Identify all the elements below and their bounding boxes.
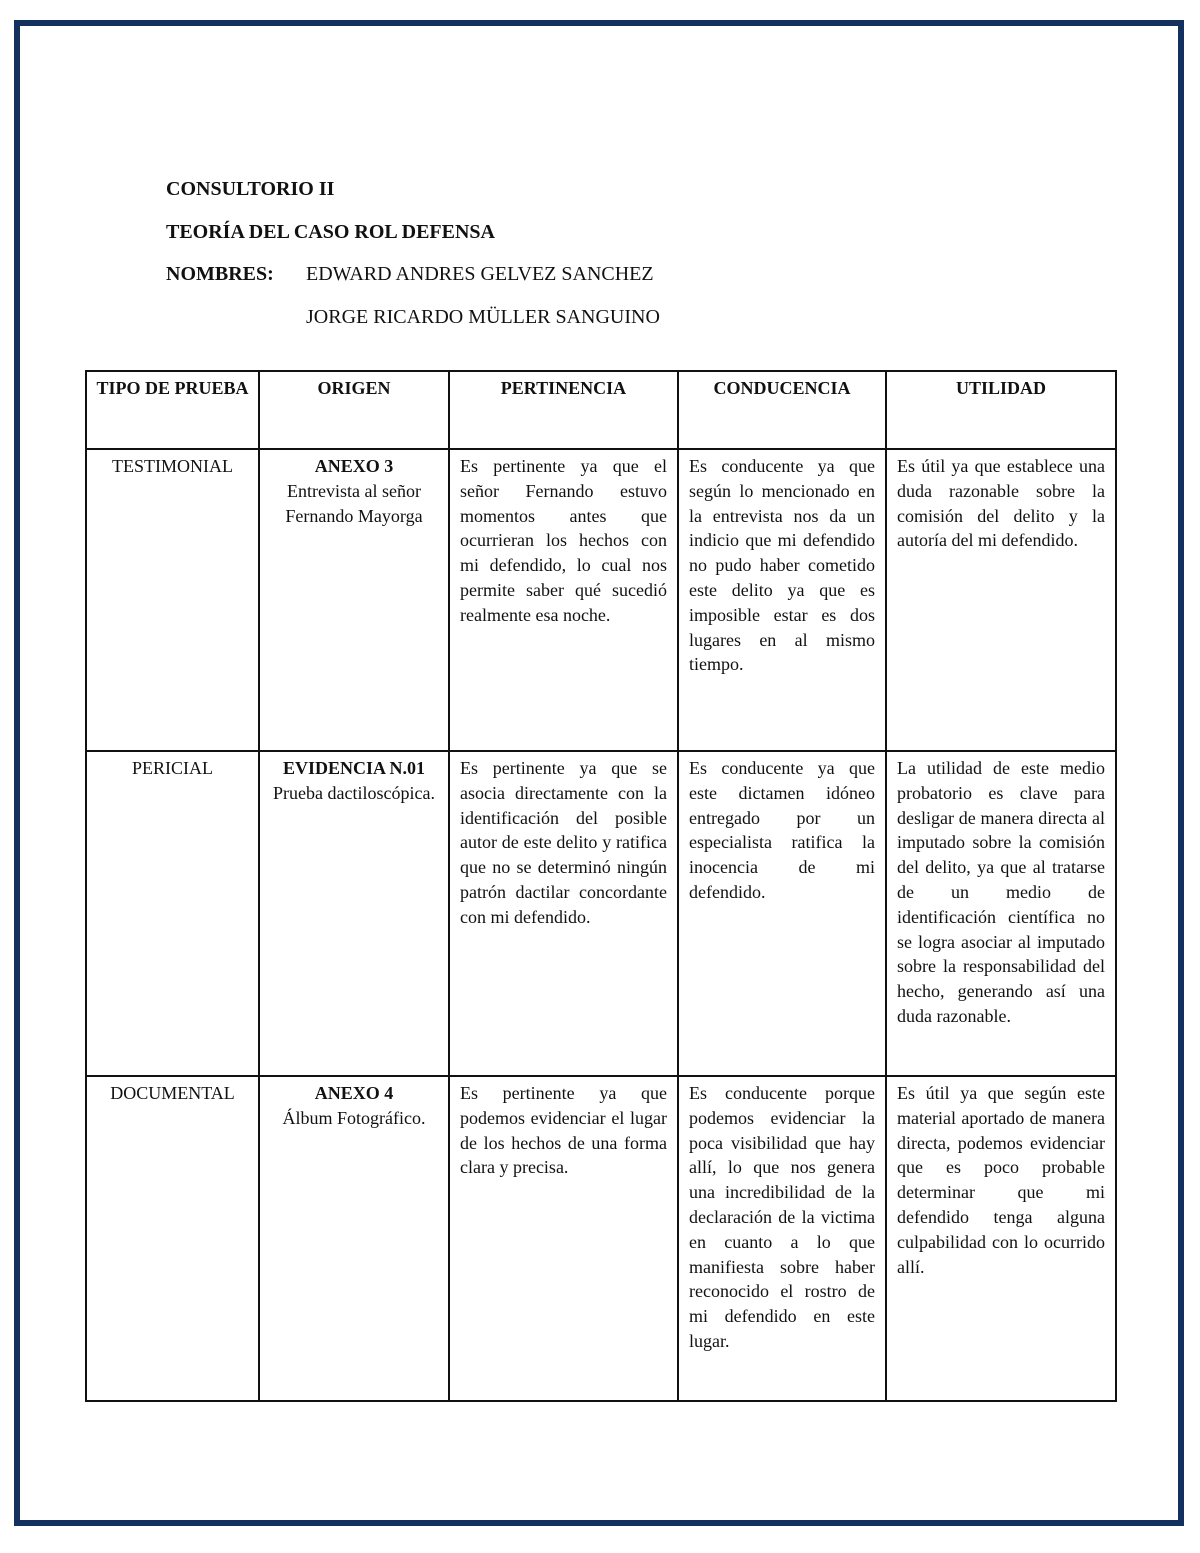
origen-cell	[259, 449, 449, 751]
table-row	[86, 1076, 1116, 1401]
origen-code: ANEXO 4	[314, 1083, 394, 1103]
document-header	[166, 174, 660, 344]
conducencia-cell: Es conducente ya que este dictamen idóneo entregado por un especialista ratifica la inocencia de mi defendido.	[678, 751, 886, 1076]
names-label: NOMBRES:	[166, 263, 274, 285]
origen-cell	[259, 1076, 449, 1401]
evidence-table	[85, 370, 1117, 1402]
pertinencia-cell: Es pertinente ya que se asocia directamente con la identificación del posible autor de este delito y ratifica que no se determinó ningún patrón dactilar concordante con mi defendido.	[449, 751, 678, 1076]
course-title: CONSULTORIO II	[166, 178, 335, 200]
pertinencia-cell: Es pertinente ya que el señor Fernando estuvo momentos antes que ocurrieran los hechos con mi defendido, lo cual nos permite saber qué sucedió realmente esa noche.	[449, 449, 678, 751]
origen-code: ANEXO 3	[314, 456, 394, 476]
tipo-cell: TESTIMONIAL	[86, 449, 259, 751]
column-header-origen: ORIGEN	[259, 371, 449, 449]
column-header-conducencia: CONDUCENCIA	[678, 371, 886, 449]
pertinencia-cell: Es pertinente ya que podemos evidenciar el lugar de los hechos de una forma clara y precisa.	[449, 1076, 678, 1401]
student-name-2: JORGE RICARDO MÜLLER SANGUINO	[306, 305, 660, 328]
utilidad-cell: La utilidad de este medio probatorio es clave para desligar de manera directa al imputado sobre la comisión del delito, ya que al tratarse de un medio de identificación científica no se logra asociar al imputado sobre la responsabilidad del hecho, generando así una duda razonable.	[886, 751, 1116, 1076]
document-title: TEORÍA DEL CASO ROL DEFENSA	[166, 220, 495, 243]
conducencia-cell: Es conducente ya que según lo mencionado en la entrevista nos da un indicio que mi defendido no pudo haber cometido este delito ya que es imposible estar es dos lugares en al mismo tiempo.	[678, 449, 886, 751]
utilidad-cell: Es útil ya que según este material aportado de manera directa, podemos evidenciar que es poco probable determinar que mi defendido tenga alguna culpabilidad con lo ocurrido allí.	[886, 1076, 1116, 1401]
column-header-tipo: TIPO DE PRUEBA	[86, 371, 259, 449]
origen-code: EVIDENCIA N.01	[282, 758, 426, 778]
column-header-utilidad: UTILIDAD	[886, 371, 1116, 449]
origen-description: Entrevista al señor Fernando Mayorga	[285, 480, 423, 526]
origen-description: Álbum Fotográfico.	[282, 1107, 426, 1128]
table-row	[86, 449, 1116, 751]
tipo-cell: DOCUMENTAL	[86, 1076, 259, 1401]
column-header-pertinencia: PERTINENCIA	[449, 371, 678, 449]
table-header-row	[86, 371, 1116, 449]
conducencia-cell: Es conducente porque podemos evidenciar la poca visibilidad que hay allí, lo que nos genera una incredibilidad de la declaración de la victima en cuanto a lo que manifiesta sobre haber reconocido el rostro de mi defendido en este lugar.	[678, 1076, 886, 1401]
student-name-1: EDWARD ANDRES GELVEZ SANCHEZ	[306, 263, 654, 285]
tipo-cell: PERICIAL	[86, 751, 259, 1076]
table-row	[86, 751, 1116, 1076]
utilidad-cell: Es útil ya que establece una duda razonable sobre la comisión del delito y la autoría del mi defendido.	[886, 449, 1116, 751]
origen-cell	[259, 751, 449, 1076]
origen-description: Prueba dactiloscópica.	[273, 782, 435, 803]
